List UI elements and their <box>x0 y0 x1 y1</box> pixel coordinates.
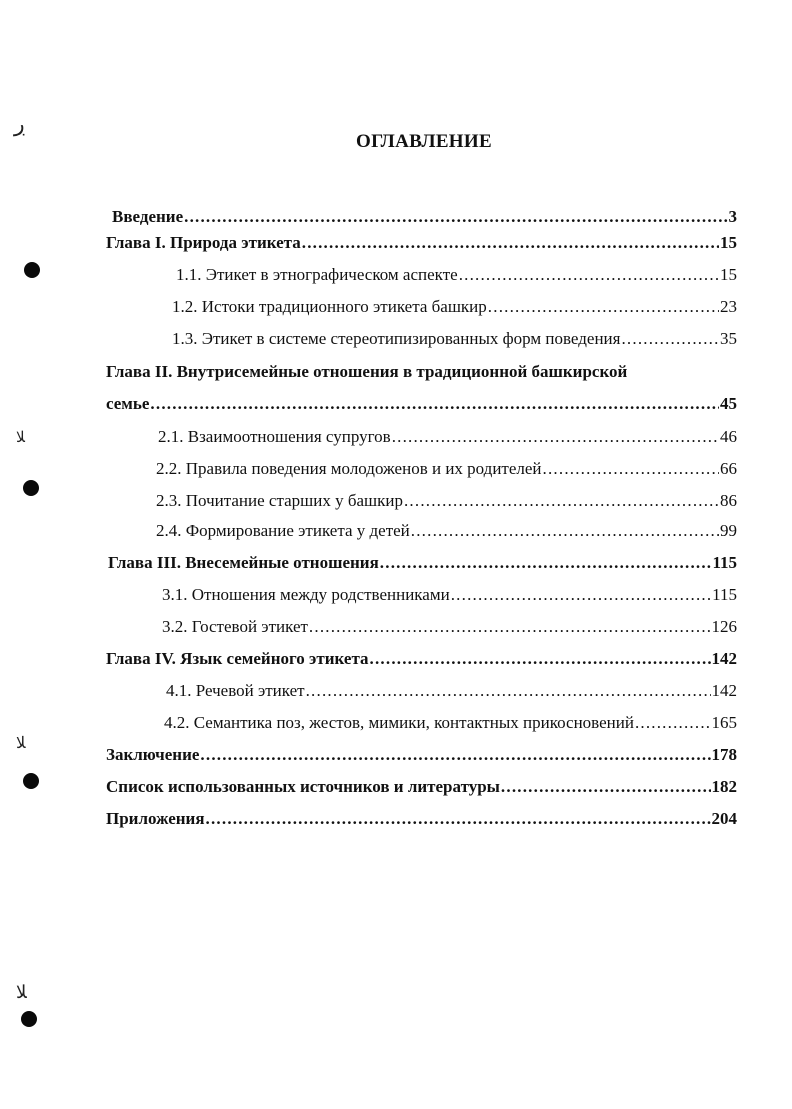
toc-entry <box>166 680 737 702</box>
toc-entry-label: 4.2. Семантика поз, жестов, мимики, контактных прикосновений <box>164 713 634 732</box>
toc-entry-page: 45 <box>720 394 737 413</box>
toc-entry-label: 2.2. Правила поведения молодоженов и их родителей <box>156 459 542 478</box>
toc-entry <box>162 584 737 606</box>
toc-entry-page: 66 <box>720 459 737 478</box>
toc-leader-dots <box>404 490 719 512</box>
toc-entry-label: 1.1. Этикет в этнографическом аспекте <box>176 265 458 284</box>
toc-leader-dots <box>501 776 711 798</box>
punch-hole-dot <box>21 1011 37 1027</box>
toc-leader-dots <box>411 520 719 542</box>
page-title: ОГЛАВЛЕНИЕ <box>356 131 492 152</box>
toc-entry <box>156 458 737 480</box>
toc-entry <box>106 808 737 830</box>
toc-entry <box>156 520 737 542</box>
toc-entry-page: 3 <box>728 207 737 226</box>
toc-entry-page: 115 <box>712 553 737 572</box>
toc-entry-page: 23 <box>720 297 737 316</box>
toc-leader-dots <box>206 808 711 830</box>
punch-hole-dot <box>24 262 40 278</box>
toc-entry <box>106 393 737 415</box>
toc-entry-label: Приложения <box>106 809 205 828</box>
toc-entry-label: семье <box>106 394 150 413</box>
toc-entry-page: 165 <box>711 713 737 732</box>
toc-leader-dots <box>392 426 719 448</box>
toc-entry <box>162 616 737 638</box>
toc-entry-label: 2.1. Взаимоотношения супругов <box>158 427 391 446</box>
toc-entry-page: 142 <box>711 681 737 700</box>
toc-leader-dots <box>621 328 719 350</box>
toc-entry-label: 2.3. Почитание старших у башкир <box>156 491 403 510</box>
toc-entry-page: 178 <box>711 745 737 764</box>
toc-entry-page: 204 <box>711 809 737 828</box>
toc-entry-page: 46 <box>720 427 737 446</box>
toc-entry-label: 4.1. Речевой этикет <box>166 681 305 700</box>
toc-entry <box>164 712 737 734</box>
toc-entry <box>106 232 737 254</box>
toc-entry-page: 142 <box>711 649 737 668</box>
toc-leader-dots <box>459 264 719 286</box>
toc-entry-page: 86 <box>720 491 737 510</box>
toc-entry-page: 15 <box>720 233 737 252</box>
handwritten-mark: ڔ <box>14 112 26 137</box>
toc-entry-label: Введение <box>112 207 184 226</box>
toc-entry-page: 99 <box>720 521 737 540</box>
toc-entry <box>106 776 737 798</box>
toc-leader-dots <box>635 712 711 734</box>
toc-leader-dots <box>380 552 712 574</box>
punch-hole-dot <box>23 773 39 789</box>
toc-entry-label: 1.3. Этикет в системе стереотипизированных форм поведения <box>172 329 621 348</box>
toc-entry <box>172 296 737 318</box>
toc-entry <box>106 648 737 670</box>
toc-leader-dots <box>451 584 711 606</box>
toc-leader-dots <box>306 680 711 702</box>
handwritten-mark: ﻼ <box>16 428 25 446</box>
toc-entry-label: Глава III. Внесемейные отношения <box>108 553 379 572</box>
toc-entry <box>112 206 737 228</box>
toc-entry-page: 182 <box>711 777 737 796</box>
toc-leader-dots <box>543 458 719 480</box>
toc-entry-label: 3.2. Гостевой этикет <box>162 617 308 636</box>
toc-entry <box>172 328 737 350</box>
handwritten-mark: ﻼ <box>16 733 26 752</box>
toc-entry-page: 115 <box>712 585 737 604</box>
toc-entry-label: 2.4. Формирование этикета у детей <box>156 521 410 540</box>
toc-entry-page: 126 <box>711 617 737 636</box>
toc-leader-dots <box>488 296 719 318</box>
toc-entry-page: 15 <box>720 265 737 284</box>
toc-entry-label: 1.2. Истоки традиционного этикета башкир <box>172 297 487 316</box>
toc-entry <box>106 744 737 766</box>
toc-leader-dots <box>309 616 711 638</box>
toc-entry-label: Заключение <box>106 745 200 764</box>
handwritten-mark: ﻼ <box>16 982 27 1003</box>
toc-entry-page: 35 <box>720 329 737 348</box>
toc-entry-label: Список использованных источников и литературы <box>106 777 500 796</box>
toc-leader-dots <box>150 393 719 415</box>
toc-entry-heading-line: Глава II. Внутрисемейные отношения в традиционной башкирской <box>106 362 628 381</box>
toc-leader-dots <box>370 648 711 670</box>
toc-entry-label: Глава I. Природа этикета <box>106 233 301 252</box>
toc-entry <box>108 552 737 574</box>
toc-leader-dots <box>302 232 719 254</box>
toc-entry <box>156 490 737 512</box>
toc-entry-label: Глава IV. Язык семейного этикета <box>106 649 369 668</box>
toc-leader-dots <box>184 206 727 228</box>
toc-leader-dots <box>200 744 710 766</box>
toc-entry-label: 3.1. Отношения между родственниками <box>162 585 450 604</box>
toc-entry <box>158 426 737 448</box>
punch-hole-dot <box>23 480 39 496</box>
toc-entry <box>176 264 737 286</box>
